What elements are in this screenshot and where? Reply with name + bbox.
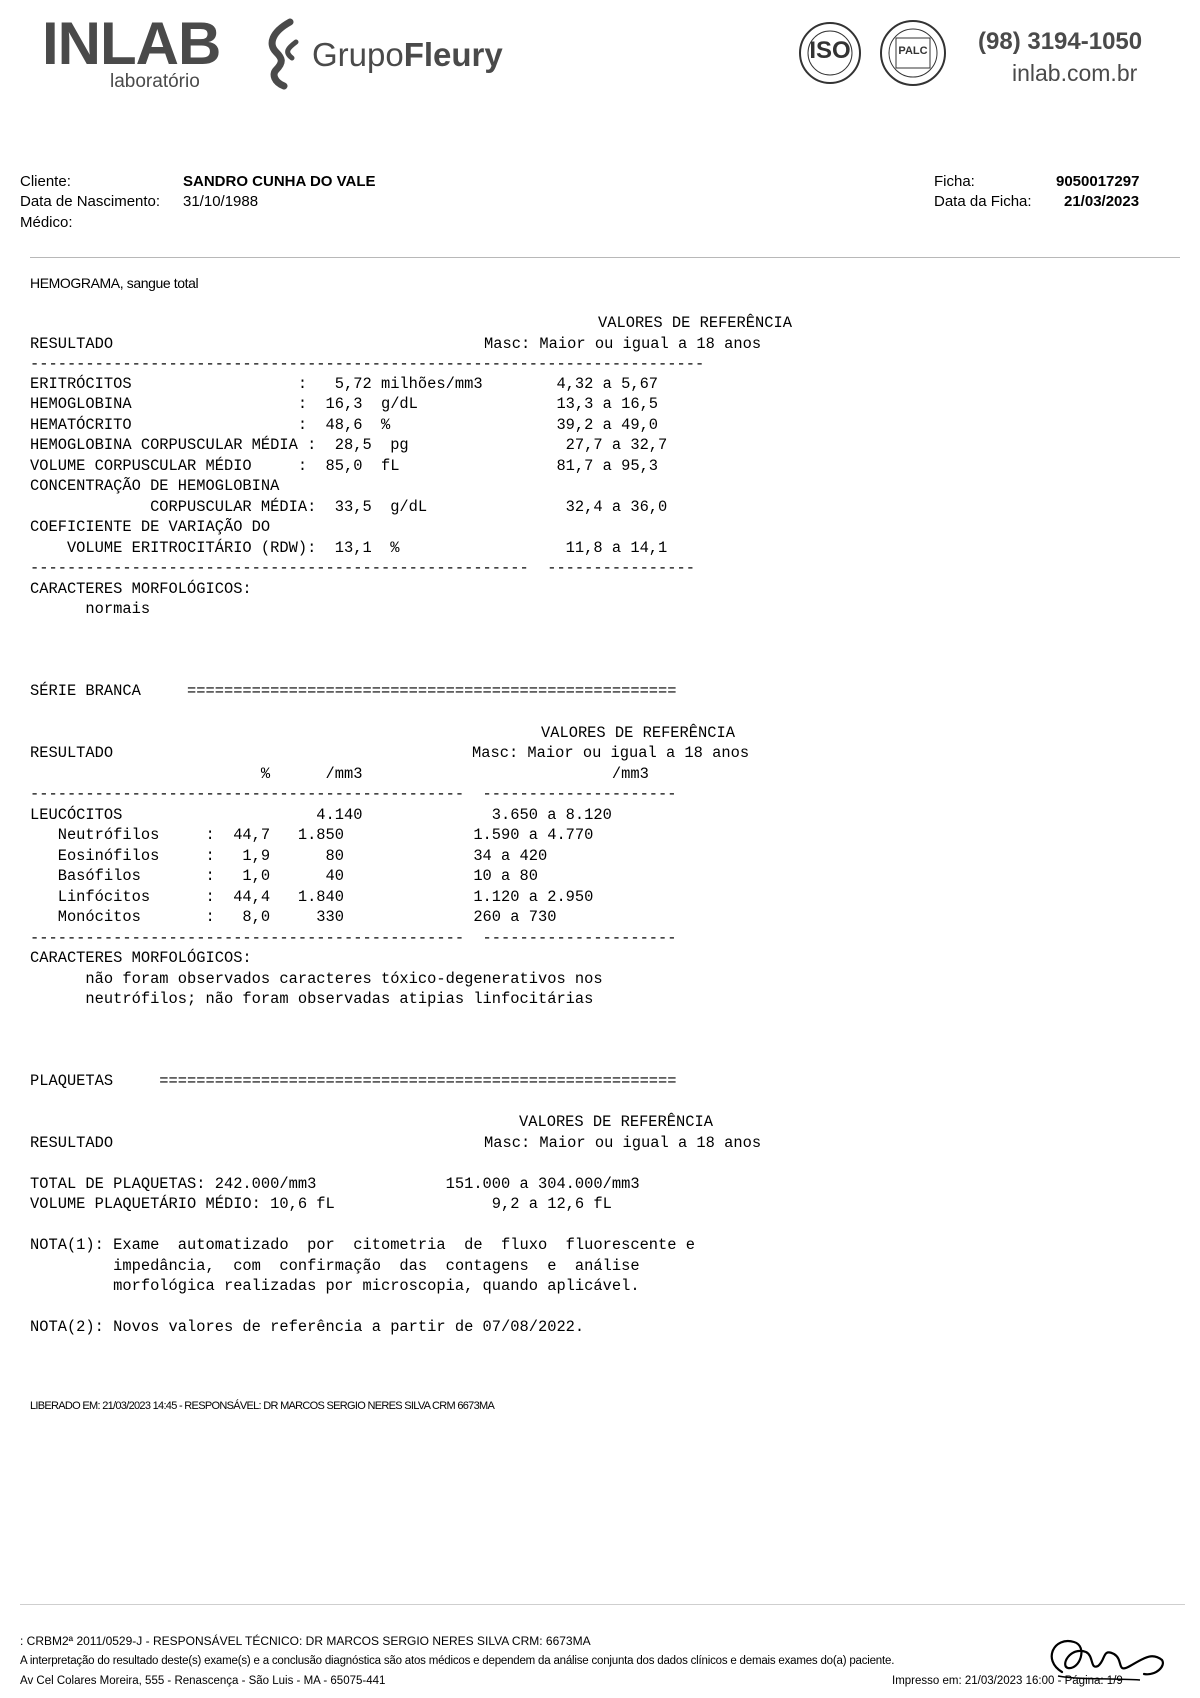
grupo-fleury-wordmark: [312, 38, 503, 71]
platelets-section-title: PLAQUETAS ========================================================: [30, 1072, 677, 1090]
red-ref-group: Masc: Maior ou igual a 18 anos: [484, 335, 762, 353]
footer-address: Av Cel Colares Moreira, 555 - Renascença - São Luis - MA - 65075-441: [20, 1675, 386, 1687]
lab-website[interactable]: inlab.com.br: [1012, 60, 1138, 86]
mch-row: HEMOGLOBINA CORPUSCULAR MÉDIA : 28,5 pg 27,7 a 32,7: [30, 436, 668, 454]
note-1-line-3: morfológica realizadas por microscopia, quando aplicável.: [30, 1277, 640, 1295]
inlab-logo: [42, 10, 221, 94]
client-label: Cliente:: [20, 173, 71, 190]
white-ref-title: VALORES DE REFERÊNCIA: [541, 724, 735, 742]
white-units-line: % /mm3 /mm3: [30, 765, 649, 783]
eosinophils-row: Eosinófilos : 1,9 80 34 a 420: [30, 847, 548, 865]
red-divider-top: -------------------------------------------------------------------------: [30, 355, 705, 373]
inlab-logo-subtext: laboratório: [110, 71, 200, 92]
rdw-row: VOLUME ERITROCITÁRIO (RDW): 13,1 % 11,8 a 14,1: [30, 539, 668, 557]
client-name: SANDRO CUNHA DO VALE: [183, 173, 376, 190]
palc-seal-text: PALC: [898, 45, 928, 57]
ficha-date: 21/03/2023: [1064, 193, 1140, 210]
iso-seal: [798, 18, 862, 88]
neutrophils-row: Neutrófilos : 44,7 1.850 1.590 a 4.770: [30, 826, 594, 844]
hemoglobin-row: HEMOGLOBINA : 16,3 g/dL 13,3 a 16,5: [30, 395, 659, 413]
note-1-line-1: NOTA(1): Exame automatizado por citometria de fluxo fluorescente e: [30, 1236, 695, 1254]
white-ref-group: Masc: Maior ou igual a 18 anos: [472, 744, 750, 762]
platelets-result-label: RESULTADO: [30, 1134, 114, 1152]
red-divider-bottom: ------------------------------------------------------ ----------------: [30, 559, 695, 577]
mcv-row: VOLUME CORPUSCULAR MÉDIO : 85,0 fL 81,7 a 95,3: [30, 457, 659, 475]
signature-icon: [1040, 1630, 1170, 1690]
mchc-label-row: CONCENTRAÇÃO DE HEMOGLOBINA: [30, 477, 280, 495]
inlab-logo-text: INLAB: [42, 10, 221, 77]
birth-date-label: Data de Nascimento:: [20, 193, 161, 210]
white-divider-top: ----------------------------------------------- ---------------------: [30, 785, 677, 803]
mchc-row: CORPUSCULAR MÉDIA: 33,5 g/dL 32,4 a 36,0: [30, 498, 668, 516]
doctor-label: Médico:: [20, 214, 73, 231]
footer-divider: [20, 1604, 1185, 1605]
palc-seal: [878, 18, 948, 88]
birth-date: 31/10/1988: [183, 193, 259, 210]
header-divider: [30, 257, 1180, 258]
iso-seal-text: ISO: [809, 37, 851, 64]
fleury-symbol-icon: [262, 18, 304, 90]
exam-title: HEMOGRAMA, sangue total: [30, 275, 199, 291]
mean-platelet-volume-row: VOLUME PLAQUETÁRIO MÉDIO: 10,6 fL 9,2 a 12,6 fL: [30, 1195, 612, 1213]
white-section-title: SÉRIE BRANCA =====================================================: [30, 682, 677, 700]
basophils-row: Basófilos : 1,0 40 10 a 80: [30, 867, 538, 885]
white-result-label: RESULTADO: [30, 744, 114, 762]
monocytes-row: Monócitos : 8,0 330 260 a 730: [30, 908, 557, 926]
ficha-date-label: Data da Ficha:: [934, 193, 1032, 210]
leukocytes-row: LEUCÓCITOS 4.140 3.650 a 8.120: [30, 806, 612, 824]
red-result-label: RESULTADO: [30, 335, 114, 353]
ficha-label: Ficha:: [934, 173, 975, 190]
hematocrit-row: HEMATÓCRITO : 48,6 % 39,2 a 49,0: [30, 416, 659, 434]
grupo-wordmark: Grupo: [312, 36, 404, 73]
note-1-line-2: impedância, com confirmação das contagens e análise: [30, 1257, 640, 1275]
release-info: LIBERADO EM: 21/03/2023 14:45 - RESPONSÁVEL: DR MARCOS SERGIO NERES SILVA CRM 6673MA: [30, 1400, 495, 1412]
lab-phone: (98) 3194-1050: [978, 28, 1143, 55]
platelets-ref-title: VALORES DE REFERÊNCIA: [519, 1113, 713, 1131]
footer-disclaimer: A interpretação do resultado deste(s) exame(s) e a conclusão diagnóstica são atos médicos e dependem da análise conjunta dos dados clínicos e demais exames do(a) paciente.: [20, 1655, 895, 1667]
erythrocytes-row: ERITRÓCITOS : 5,72 milhões/mm3 4,32 a 5,67: [30, 375, 659, 393]
footer-technical-responsible: : CRBM2ª 2011/0529-J - RESPONSÁVEL TÉCNICO: DR MARCOS SERGIO NERES SILVA CRM: 6673MA: [20, 1634, 591, 1648]
platelets-ref-group: Masc: Maior ou igual a 18 anos: [484, 1134, 762, 1152]
white-divider-bottom: ----------------------------------------------- ---------------------: [30, 929, 677, 947]
red-morph-text: normais: [30, 600, 151, 618]
platelet-count-row: TOTAL DE PLAQUETAS: 242.000/mm3 151.000 a 304.000/mm3: [30, 1175, 640, 1193]
white-morph-line-1: não foram observados caracteres tóxico-degenerativos nos: [30, 970, 603, 988]
fleury-wordmark: Fleury: [403, 36, 503, 73]
note-2: NOTA(2): Novos valores de referência a partir de 07/08/2022.: [30, 1318, 585, 1336]
red-ref-title: VALORES DE REFERÊNCIA: [598, 314, 792, 332]
red-morph-label: CARACTERES MORFOLÓGICOS:: [30, 580, 252, 598]
rdw-label-row: COEFICIENTE DE VARIAÇÃO DO: [30, 518, 271, 536]
white-morph-label: CARACTERES MORFOLÓGICOS:: [30, 949, 252, 967]
grupo-fleury-logo: [262, 18, 522, 90]
lymphocytes-row: Linfócitos : 44,4 1.840 1.120 a 2.950: [30, 888, 594, 906]
white-morph-line-2: neutrófilos; não foram observadas atipias linfocitárias: [30, 990, 594, 1008]
ficha-number: 9050017297: [1056, 173, 1140, 190]
footer-printed-page: Impresso em: 21/03/2023 16:00 - Página: 1/9: [892, 1675, 1123, 1687]
